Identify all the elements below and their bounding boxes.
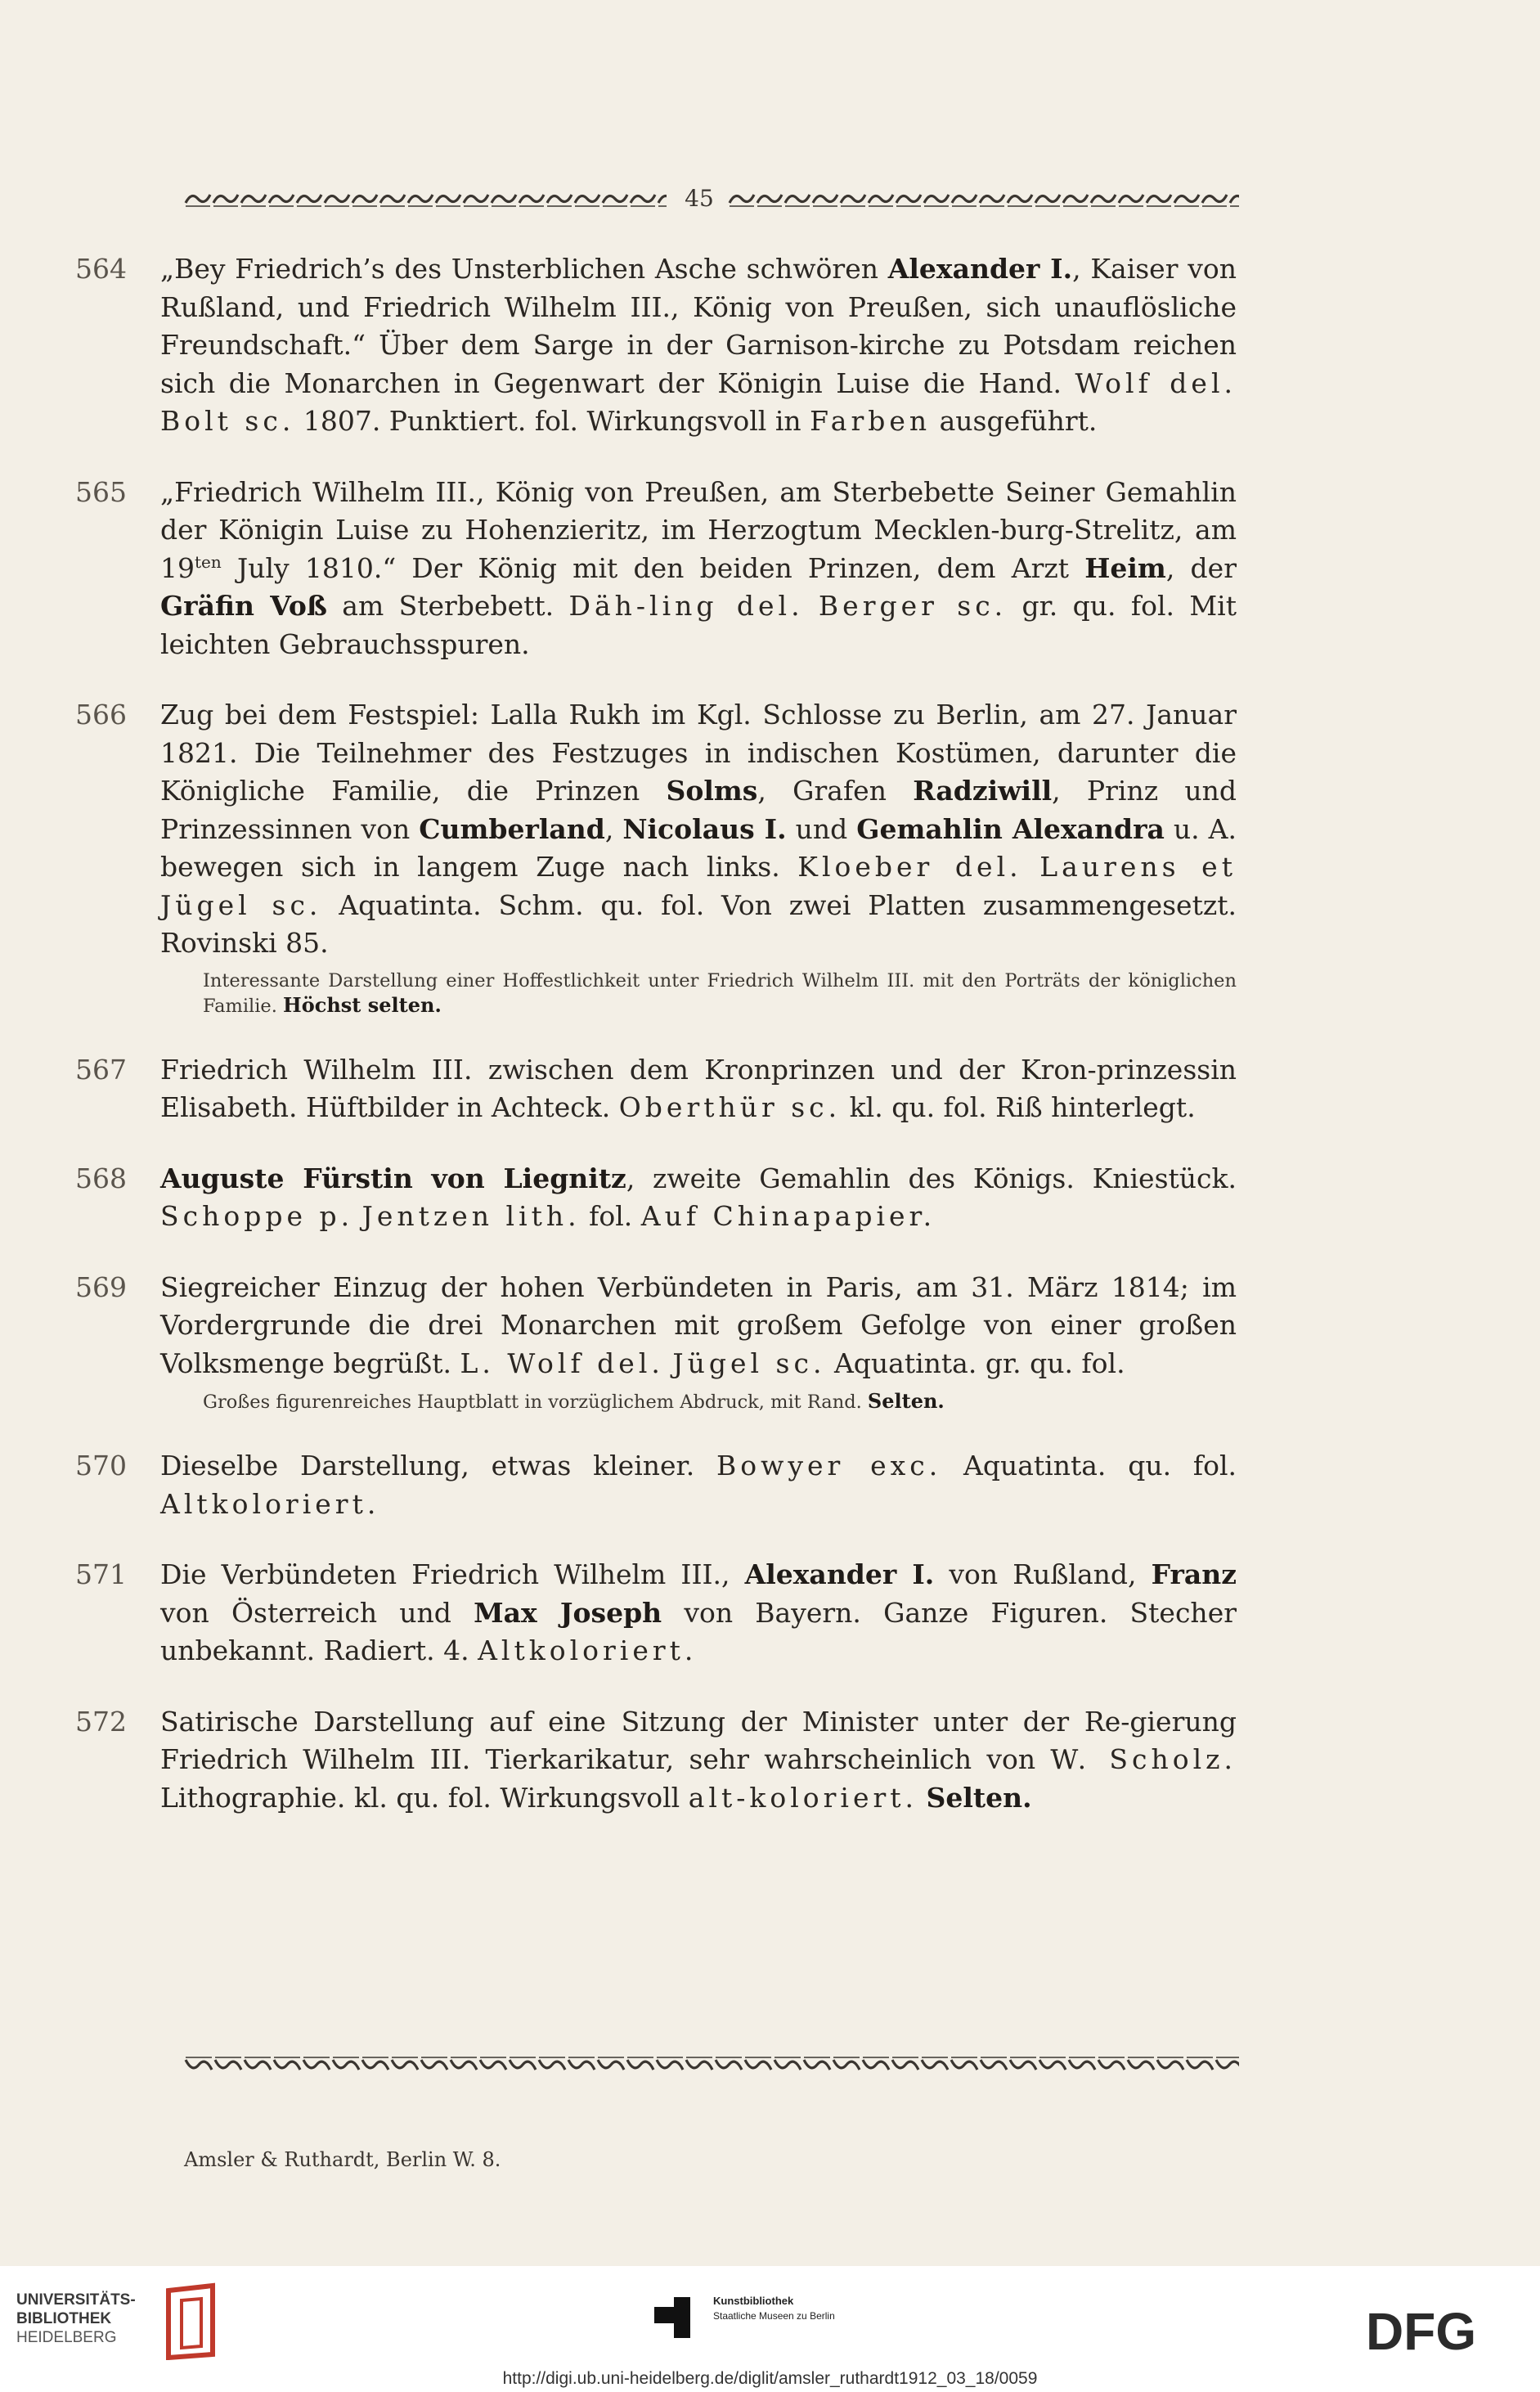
- highlighted-name: Gräfin Voß: [160, 590, 327, 622]
- entry-description: [160, 474, 1237, 664]
- spaced-credit: Oberthür sc.: [618, 1091, 842, 1123]
- spaced-credit: Bolt sc.: [160, 405, 295, 437]
- text-run: Die Verbündeten Friedrich Wilhelm III.,: [160, 1558, 745, 1590]
- text-run: Interessante Darstellung einer Hoffestlichkeit unter Friedrich Wilhelm III. mit den Porträts der königlichen Familie.: [203, 969, 1237, 1017]
- text-run: , Kaiser von Rußland, und Friedrich Wilhelm III., König von Preußen, sich unauflösliche Freundschaft.“ Über dem Sarge in der Garnison-kirche zu Potsdam reichen sich die Monarchen in Gegenwart der Königin Luise die Hand.: [160, 253, 1237, 399]
- highlighted-name: Nicolaus I.: [622, 812, 787, 845]
- text-run: von Bayern. Ganze Figuren. Stecher unbekannt. Radiert. 4.: [160, 1596, 1237, 1666]
- text-run: Aquatinta. qu. fol.: [941, 1450, 1237, 1482]
- spaced-credit: Bowyer exc.: [716, 1450, 942, 1482]
- catalog-entry: [75, 696, 1237, 1018]
- text-run: [804, 590, 819, 622]
- catalog-entry: [75, 474, 1237, 664]
- entry-number: 572: [75, 1705, 127, 1738]
- highlighted-name: Max Joseph: [474, 1596, 662, 1629]
- text-run: ten: [195, 551, 222, 572]
- text-run: u. A. bewegen sich in langem Zuge nach links.: [160, 812, 1237, 883]
- highlighted-name: Höchst selten.: [283, 992, 442, 1017]
- ub-line-2: BIBLIOTHEK: [16, 2310, 112, 2327]
- text-run: Aquatinta. gr. qu. fol.: [825, 1347, 1125, 1379]
- highlighted-name: Heim: [1084, 551, 1166, 584]
- spaced-credit: Auf Chinapapier.: [640, 1200, 936, 1232]
- dfg-logo[interactable]: [1366, 2305, 1521, 2354]
- catalog-entry: [75, 1447, 1237, 1523]
- highlighted-name: Franz: [1151, 1558, 1237, 1590]
- spaced-credit: Berger sc.: [818, 590, 1008, 622]
- highlighted-name: Selten.: [926, 1781, 1032, 1814]
- dfg-text: DFG: [1366, 2305, 1477, 2354]
- spaced-credit: Laurens et Jügel sc.: [160, 851, 1237, 921]
- text-run: Siegreicher Einzug der hohen Verbündeten in Paris, am 31. März 1814; im Vordergrunde die drei Monarchen mit großem Gefolge von einer großen Volksmenge begrüßt.: [160, 1270, 1237, 1379]
- entry-description: [160, 1160, 1237, 1236]
- entry-number: 564: [75, 253, 127, 285]
- entry-note: [203, 969, 1237, 1018]
- kb-subtitle: Staatliche Museen zu Berlin: [713, 2310, 835, 2322]
- entry-description: [160, 1447, 1237, 1523]
- text-run: Friedrich Wilhelm III. zwischen dem Kronprinzen und der Kron-prinzessin Elisabeth. Hüftbilder in Achteck.: [160, 1053, 1237, 1123]
- highlighted-name: Cumberland: [419, 812, 605, 845]
- text-run: von Rußland,: [934, 1558, 1152, 1590]
- catalog-entry: [75, 1160, 1237, 1236]
- entry-number: 571: [75, 1558, 127, 1590]
- entry-description: [160, 1703, 1237, 1818]
- catalog-entry: [75, 1269, 1237, 1415]
- text-run: , der: [1165, 551, 1237, 584]
- entry-description: [160, 1051, 1237, 1127]
- ub-line-3: HEIDELBERG: [16, 2329, 117, 2346]
- permalink-url[interactable]: http://digi.ub.uni-heidelberg.de/diglit/amsler_ruthardt1912_03_18/0059: [502, 2369, 1038, 2388]
- entry-description: [160, 1556, 1237, 1670]
- running-header: [184, 187, 1239, 211]
- ub-heidelberg-logo[interactable]: [16, 2276, 237, 2362]
- ornament-left-icon: [184, 187, 667, 211]
- catalog-entry: [75, 250, 1237, 441]
- spaced-credit: Jügel sc.: [672, 1347, 826, 1379]
- highlighted-name: Selten.: [867, 1389, 945, 1413]
- ornament-bottom-icon: [184, 2053, 1239, 2078]
- entry-description: [160, 250, 1237, 441]
- spaced-credit: Farben: [810, 405, 932, 437]
- page-number: 45: [685, 185, 714, 212]
- spaced-credit: alt-koloriert.: [688, 1781, 918, 1814]
- entry-description: [160, 696, 1237, 963]
- entry-number: 566: [75, 699, 127, 731]
- entry-number: 567: [75, 1053, 127, 1086]
- spaced-credit: Jentzen lith.: [361, 1200, 581, 1232]
- catalog-entry: [75, 1051, 1237, 1127]
- text-run: Aquatinta. Schm. qu. fol. Von zwei Platten zusammengesetzt. Rovinski 85.: [160, 888, 1237, 959]
- text-run: [1022, 851, 1040, 883]
- entry-number: 565: [75, 475, 127, 508]
- highlighted-name: Gemahlin Alexandra: [856, 812, 1165, 845]
- text-run: , Grafen: [757, 775, 914, 807]
- catalog-entry: [75, 1556, 1237, 1670]
- text-run: Lithographie. kl. qu. fol. Wirkungsvoll: [160, 1781, 689, 1814]
- spaced-credit: Schoppe p.: [160, 1200, 354, 1232]
- spaced-credit: W. Scholz.: [1050, 1743, 1237, 1775]
- catalog-entries: [75, 250, 1237, 1850]
- kb-title: Kunstbibliothek: [713, 2295, 794, 2307]
- spaced-credit: Kloeber del.: [797, 851, 1022, 883]
- spaced-credit: Altkoloriert.: [478, 1634, 698, 1666]
- text-run: Großes figurenreiches Hauptblatt in vorzüglichem Abdruck, mit Rand.: [203, 1392, 868, 1413]
- text-run: Satirische Darstellung auf eine Sitzung der Minister unter der Re-gierung Friedrich Wilhelm III. Tierkarikatur, sehr wahrscheinlich von: [160, 1705, 1237, 1775]
- ub-emblem-icon: [164, 2282, 229, 2360]
- text-run: „Friedrich Wilhelm III., König von Preußen, am Sterbebette Seiner Gemahlin der Königin Luise zu Hohenzieritz, im Herzogtum Mecklen-burg-Strelitz, am 19: [160, 475, 1237, 584]
- highlighted-name: Alexander I.: [744, 1558, 935, 1590]
- text-run: [664, 1347, 673, 1379]
- highlighted-name: Solms: [666, 775, 758, 807]
- kunstbibliothek-logo[interactable]: [654, 2289, 900, 2346]
- text-run: July 1810.“ Der König mit den beiden Prinzen, dem Arzt: [221, 551, 1085, 584]
- kunstbibliothek-emblem-icon: [654, 2294, 703, 2340]
- text-run: Zug bei dem Festspiel: Lalla Rukh im Kgl. Schlosse zu Berlin, am 27. Januar 1821. Die Teilnehmer des Festzuges in indischen Kostümen, darunter die Königliche Familie, die Prinzen: [160, 699, 1237, 807]
- text-run: Dieselbe Darstellung, etwas kleiner.: [160, 1450, 716, 1482]
- text-run: „Bey Friedrich’s des Unsterblichen Asche schwören: [160, 253, 888, 285]
- text-run: am Sterbebett.: [326, 590, 569, 622]
- text-run: von Österreich und: [160, 1596, 474, 1629]
- text-run: fol.: [580, 1200, 641, 1232]
- entry-number: 569: [75, 1270, 127, 1303]
- text-run: , zweite Gemahlin des Königs. Kniestück.: [626, 1162, 1237, 1194]
- catalog-entry: [75, 1703, 1237, 1818]
- highlighted-name: Alexander I.: [887, 253, 1073, 285]
- entry-number: 570: [75, 1450, 127, 1482]
- spaced-credit: Altkoloriert.: [160, 1487, 380, 1520]
- spaced-credit: Wolf del.: [1075, 366, 1237, 399]
- text-run: und: [786, 812, 857, 845]
- entry-note: [203, 1389, 1237, 1414]
- entry-number: 568: [75, 1162, 127, 1194]
- text-run: ,: [604, 812, 623, 845]
- ornament-right-icon: [728, 187, 1239, 211]
- highlighted-name: Radziwill: [913, 775, 1053, 807]
- spaced-credit: L. Wolf del.: [460, 1347, 664, 1379]
- spaced-credit: Däh-ling del.: [568, 590, 804, 622]
- text-run: 1807. Punktiert. fol. Wirkungsvoll in: [294, 405, 810, 437]
- text-run: ausgeführt.: [931, 405, 1098, 437]
- entry-description: [160, 1269, 1237, 1383]
- text-run: [353, 1200, 362, 1232]
- text-run: [918, 1782, 927, 1814]
- ub-line-1: UNIVERSITÄTS-: [16, 2291, 136, 2309]
- text-run: gr. qu. fol. Mit leichten Gebrauchsspuren.: [160, 590, 1237, 660]
- text-run: kl. qu. fol. Riß hinterlegt.: [841, 1091, 1196, 1123]
- highlighted-name: Auguste Fürstin von Liegnitz: [160, 1162, 626, 1194]
- publisher-imprint: Amsler & Ruthardt, Berlin W. 8.: [184, 2148, 501, 2171]
- institution-bar: [0, 2266, 1540, 2392]
- text-run: , Prinz und Prinzessinnen von: [160, 775, 1237, 845]
